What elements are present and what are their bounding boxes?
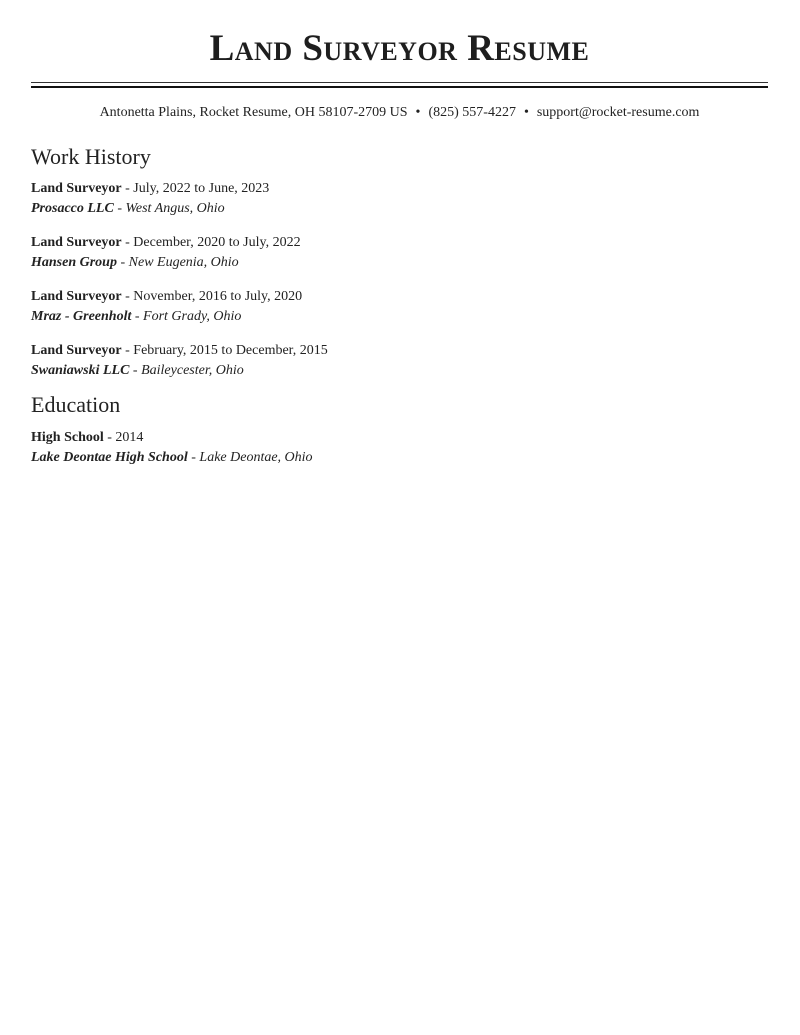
job-dates: December, 2020 to July, 2022 — [133, 235, 301, 250]
job-dates: November, 2016 to July, 2020 — [133, 289, 303, 304]
dash: - — [113, 200, 126, 216]
work-history-heading: Work History — [31, 144, 151, 169]
education-heading: Education — [31, 392, 121, 417]
job-role: Land Surveyor — [31, 181, 122, 196]
header-rule-thin — [31, 82, 768, 83]
job-location: Fort Grady, Ohio — [143, 308, 242, 324]
school-name: Lake Deontae High School — [31, 449, 188, 465]
dash: - — [129, 362, 142, 378]
job-location: Baileycester, Ohio — [141, 362, 244, 378]
school-location: Lake Deontae, Ohio — [199, 449, 313, 465]
job-dates: February, 2015 to December, 2015 — [133, 343, 328, 358]
dash: - — [131, 308, 144, 324]
job-company: Mraz - Greenholt — [31, 308, 132, 324]
dash: - — [121, 235, 134, 250]
job-role: Land Surveyor — [31, 343, 122, 358]
contact-address: Antonetta Plains, Rocket Resume, OH 58107-2709 US — [99, 105, 408, 120]
job-location: New Eugenia, Ohio — [128, 254, 239, 270]
work-entry — [31, 179, 269, 218]
work-entry — [31, 287, 302, 326]
work-entry — [31, 341, 328, 380]
dash: - — [116, 254, 129, 270]
contact-line — [31, 104, 768, 122]
degree: High School — [31, 430, 104, 445]
job-company: Swaniawski LLC — [31, 362, 130, 378]
job-company: Hansen Group — [31, 254, 117, 270]
job-dates: July, 2022 to June, 2023 — [133, 181, 270, 196]
resume-title: Land Surveyor Resume — [209, 28, 590, 69]
contact-separator: • — [523, 105, 529, 120]
work-entry — [31, 233, 301, 272]
education-entry — [31, 428, 313, 467]
dash: - — [121, 289, 134, 304]
contact-separator: • — [415, 105, 421, 120]
header-rule-thick — [31, 86, 768, 88]
dash: - — [121, 181, 134, 196]
dash: - — [103, 430, 116, 445]
dash: - — [121, 343, 134, 358]
contact-phone: (825) 557-4227 — [428, 105, 516, 120]
graduation-year: 2014 — [115, 430, 144, 445]
job-role: Land Surveyor — [31, 235, 122, 250]
contact-email: support@rocket-resume.com — [536, 105, 700, 120]
job-role: Land Surveyor — [31, 289, 122, 304]
job-location: West Angus, Ohio — [125, 200, 225, 216]
dash: - — [187, 449, 200, 465]
job-company: Prosacco LLC — [31, 200, 114, 216]
